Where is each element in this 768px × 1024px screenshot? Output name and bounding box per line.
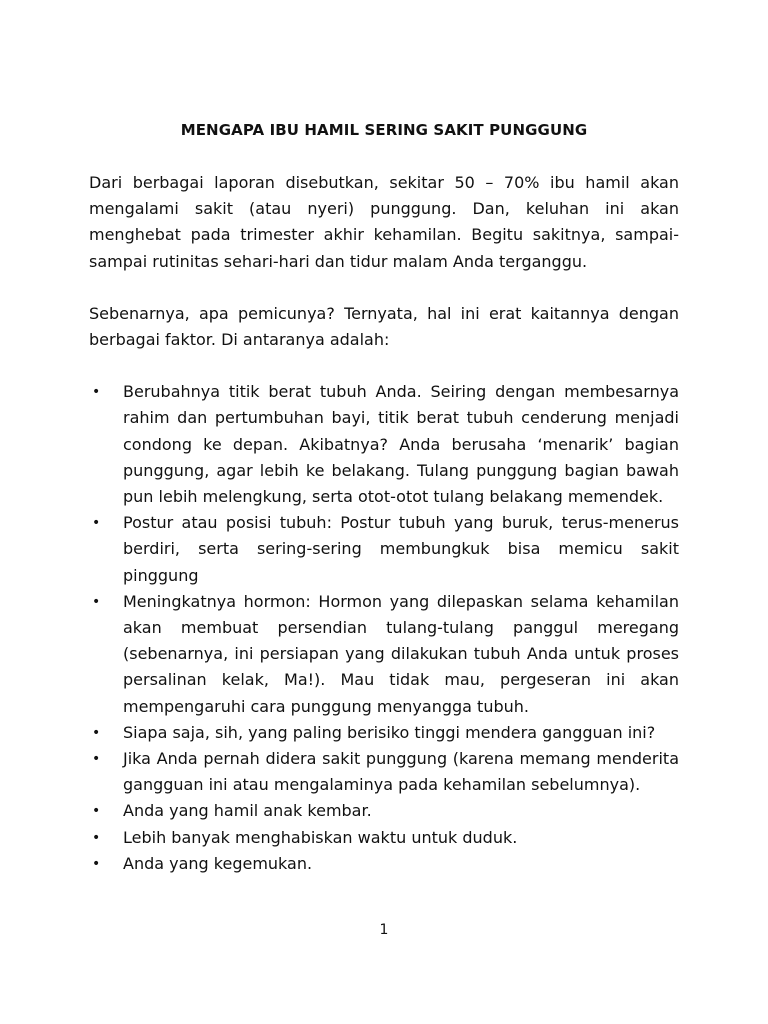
list-item bbox=[89, 825, 679, 851]
bullet-icon: • bbox=[92, 724, 101, 741]
paragraph-factors-intro: Sebenarnya, apa pemicunya? Ternyata, hal ini erat kaitannya dengan berbagai faktor. Di antaranya adalah: bbox=[89, 303, 679, 350]
bullet-icon: • bbox=[92, 384, 101, 401]
list-item bbox=[89, 379, 679, 510]
bullet-icon: • bbox=[92, 855, 101, 872]
list-item bbox=[89, 798, 679, 824]
list-item-text: Anda yang hamil anak kembar. bbox=[123, 801, 372, 821]
bullet-icon: • bbox=[92, 593, 101, 610]
page-number: 1 bbox=[379, 922, 389, 938]
list-item-text: Siapa saja, sih, yang paling berisiko tinggi mendera gangguan ini? bbox=[123, 722, 656, 742]
list-item-text: Berubahnya titik berat tubuh Anda. Seiring dengan membesarnya rahim dan pertumbuhan bayi, titik berat tubuh cenderung menjadi condong ke depan. Akibatnya? Anda berusaha ‘menarik’ bagian punggung, agar lebih ke belakang. Tulang punggung bagian bawah pun lebih melengkung, serta otot-otot tulang belakang memendek. bbox=[123, 382, 679, 507]
list-item bbox=[89, 510, 679, 589]
list-item-text: Anda yang kegemukan. bbox=[123, 853, 313, 873]
list-item bbox=[89, 851, 679, 877]
list-item-text: Postur atau posisi tubuh: Postur tubuh yang buruk, terus-menerus berdiri, serta sering-sering membungkuk bisa memicu sakit pinggung bbox=[123, 513, 679, 585]
bullet-icon: • bbox=[92, 515, 101, 532]
document-body bbox=[89, 170, 679, 877]
paragraph-intro: Dari berbagai laporan disebutkan, sekitar 50 – 70% ibu hamil akan mengalami sakit (atau nyeri) punggung. Dan, keluhan ini akan menghebat pada trimester akhir kehamilan. Begitu sakitnya, sampai-sampai rutinitas sehari-hari dan tidur malam Anda terganggu. bbox=[89, 173, 679, 271]
list-item bbox=[89, 720, 679, 746]
bullet-icon: • bbox=[92, 751, 101, 768]
list-item-text: Jika Anda pernah didera sakit punggung (karena memang menderita gangguan ini atau mengalaminya pada kehamilan sebelumnya). bbox=[123, 749, 679, 795]
bullet-icon: • bbox=[92, 803, 101, 820]
list-item-text: Meningkatnya hormon: Hormon yang dilepaskan selama kehamilan akan membuat persendian tulang-tulang panggul meregang (sebenarnya, ini persiapan yang dilakukan tubuh Anda untuk proses persalinan kelak, Ma!). Mau tidak mau, pergeseran ini akan mempengaruhi cara punggung menyangga tubuh. bbox=[123, 591, 679, 716]
factor-list bbox=[89, 379, 679, 877]
list-item-text: Lebih banyak menghabiskan waktu untuk duduk. bbox=[123, 827, 518, 847]
bullet-icon: • bbox=[92, 829, 101, 846]
list-item bbox=[89, 589, 679, 720]
list-item bbox=[89, 746, 679, 798]
document-title: MENGAPA IBU HAMIL SERING SAKIT PUNGGUNG bbox=[180, 121, 588, 139]
